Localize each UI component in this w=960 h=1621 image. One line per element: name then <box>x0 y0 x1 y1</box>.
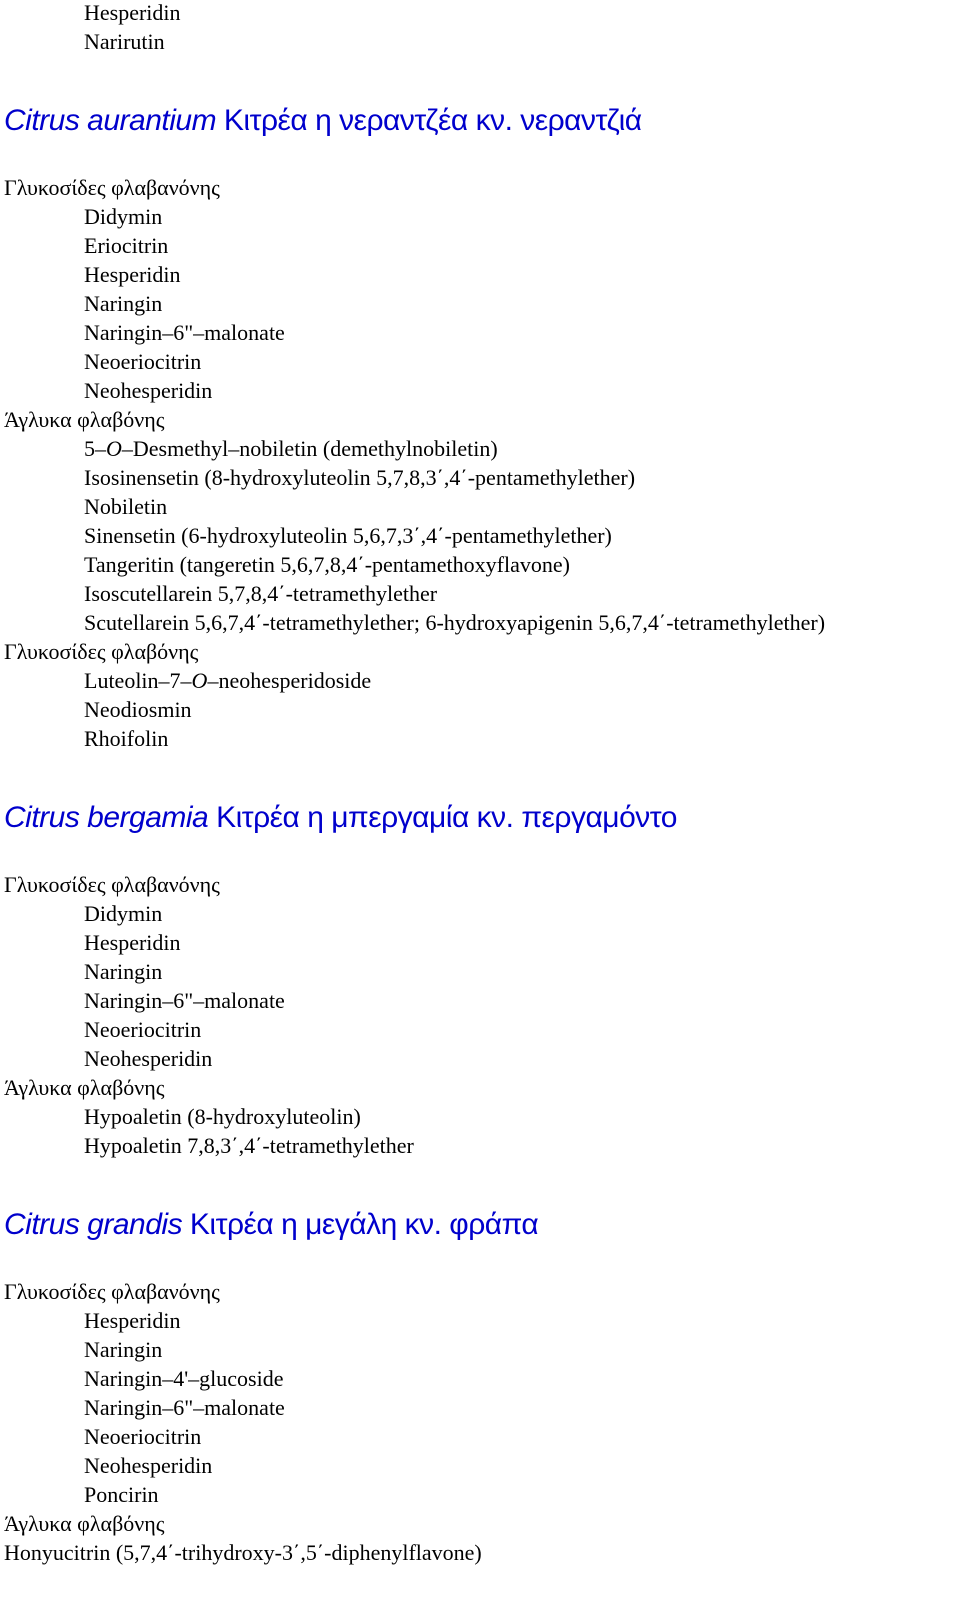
compound-text-suffix: –neohesperidoside <box>207 668 372 693</box>
compound-item: Neodiosmin <box>84 697 192 722</box>
species-greek-name: Κιτρέα η νεραντζέα κν. νεραντζιά <box>223 104 642 137</box>
compound-item: Rhoifolin <box>84 726 169 751</box>
species-latin-name: Citrus grandis <box>4 1208 183 1241</box>
compound-item: Isosinensetin (8-hydroxyluteolin 5,7,8,3΄,4΄-pentamethylether) <box>84 465 636 490</box>
compound-item: Poncirin <box>84 1482 159 1507</box>
heading-spacer <box>4 1247 954 1277</box>
compound-category: Άγλυκα φλαβόνης <box>4 1075 165 1100</box>
species-greek-name: Κιτρέα η μεγάλη κν. φράπα <box>189 1208 539 1241</box>
species-latin-name: Citrus aurantium <box>4 104 217 137</box>
species-heading <box>4 796 954 840</box>
species-heading <box>4 99 954 143</box>
compound-item: Neoeriocitrin <box>84 1017 202 1042</box>
compound-item: Hesperidin <box>84 1308 181 1333</box>
compound-text-italic: O <box>191 668 208 693</box>
species-latin-name: Citrus bergamia <box>4 801 209 834</box>
compound-category: Γλυκοσίδες φλαβανόνης <box>4 1279 220 1304</box>
compound-item: Naringin–6"–malonate <box>84 1395 285 1420</box>
compound-text-prefix: Luteolin–7– <box>84 668 192 693</box>
compound-category: Honyucitrin (5,7,4΄-trihydroxy-3΄,5΄-diphenylflavone) <box>4 1540 482 1565</box>
compound-item: Hypoaletin (8-hydroxyluteolin) <box>84 1104 361 1129</box>
compound-item <box>4 434 954 463</box>
compound-item: Naringin–6"–malonate <box>84 320 285 345</box>
compound-item: Nobiletin <box>84 494 168 519</box>
compound-item: Neohesperidin <box>84 378 213 403</box>
compound-item: Tangeritin (tangeretin 5,6,7,8,4΄-pentamethoxyflavone) <box>84 552 570 577</box>
compound-item: Naringin <box>84 1337 163 1362</box>
section-spacer <box>4 753 954 796</box>
compound-item: Hesperidin <box>84 0 181 25</box>
compound-item: Naringin–4'–glucoside <box>84 1366 284 1391</box>
compound-category: Άγλυκα φλαβόνης <box>4 407 165 432</box>
section-spacer <box>4 1160 954 1203</box>
compound-item: Scutellarein 5,6,7,4΄-tetramethylether; 6-hydroxyapigenin 5,6,7,4΄-tetramethylether) <box>84 610 826 635</box>
compound-item: Eriocitrin <box>84 233 169 258</box>
compound-item: Narirutin <box>84 29 165 54</box>
compound-item: Neoeriocitrin <box>84 1424 202 1449</box>
compound-text-italic: O <box>106 436 122 461</box>
document-body <box>4 0 954 1567</box>
compound-item: Naringin–6"–malonate <box>84 988 285 1013</box>
compound-item: Neohesperidin <box>84 1453 213 1478</box>
compound-item: Hesperidin <box>84 262 181 287</box>
compound-category: Γλυκοσίδες φλαβανόνης <box>4 175 220 200</box>
compound-category: Γλυκοσίδες φλαβανόνης <box>4 872 220 897</box>
compound-item: Naringin <box>84 959 163 984</box>
compound-item: Neohesperidin <box>84 1046 213 1071</box>
compound-category: Γλυκοσίδες φλαβόνης <box>4 639 199 664</box>
species-greek-name: Κιτρέα η μπεργαμία κν. περγαμόντο <box>216 801 677 834</box>
compound-item: Hypoaletin 7,8,3΄,4΄-tetramethylether <box>84 1133 414 1158</box>
compound-item: Sinensetin (6-hydroxyluteolin 5,6,7,3΄,4΄-pentamethylether) <box>84 523 612 548</box>
compound-item: Naringin <box>84 291 163 316</box>
compound-item: Isoscutellarein 5,7,8,4΄-tetramethylether <box>84 581 438 606</box>
compound-text-suffix: –Desmethyl–nobiletin (demethylnobiletin) <box>121 436 498 461</box>
compound-item <box>4 666 954 695</box>
compound-text-prefix: 5– <box>84 436 106 461</box>
compound-item: Hesperidin <box>84 930 181 955</box>
compound-item: Didymin <box>84 204 163 229</box>
compound-item: Neoeriocitrin <box>84 349 202 374</box>
compound-category: Άγλυκα φλαβόνης <box>4 1511 165 1536</box>
compound-item: Didymin <box>84 901 163 926</box>
heading-spacer <box>4 840 954 870</box>
heading-spacer <box>4 143 954 173</box>
section-spacer <box>4 56 954 99</box>
species-heading <box>4 1203 954 1247</box>
